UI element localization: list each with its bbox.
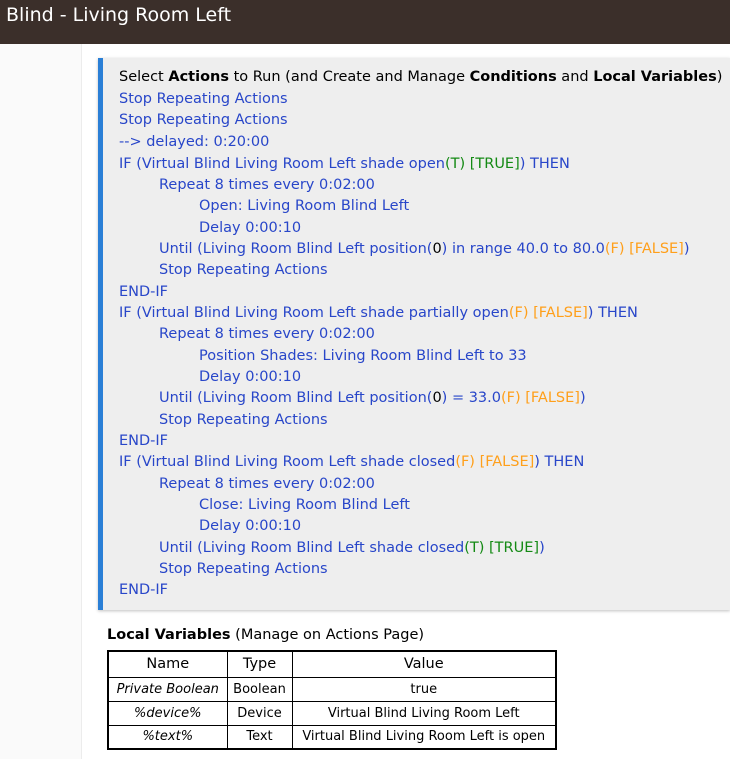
column-header-value: Value: [292, 651, 556, 677]
action-text: Delay 0:00:10: [199, 369, 302, 385]
action-text: Close: Living Room Blind Left: [199, 497, 410, 513]
header-text-2: to Run (and Create and Manage: [228, 69, 470, 85]
action-text: (: [426, 390, 433, 406]
action-line[interactable]: [159, 388, 586, 409]
variable-value: true: [292, 677, 556, 701]
left-gutter: [0, 44, 82, 759]
header-text-4: ): [716, 69, 723, 85]
action-text: Stop Repeating Actions: [119, 91, 288, 107]
action-text: Delay 0:00:10: [199, 518, 302, 534]
action-text: IF (Virtual Blind Living Room Left shade partially open: [119, 305, 509, 321]
action-text: ): [683, 241, 690, 257]
action-line[interactable]: [119, 132, 269, 153]
action-text: Stop Repeating Actions: [159, 412, 328, 428]
action-text: --> delayed: 0:20:00: [119, 134, 270, 150]
action-line[interactable]: [119, 282, 168, 303]
header-text-3: and: [556, 69, 594, 85]
local-variables-heading: [107, 627, 424, 643]
action-text: ): [579, 390, 586, 406]
action-text: Until (Living Room Blind Left shade closed: [159, 540, 465, 556]
window-title: Blind - Living Room Left: [6, 4, 232, 26]
action-text: (: [426, 241, 433, 257]
action-text: Repeat 8 times every 0:02:00: [159, 177, 375, 193]
action-line[interactable]: [159, 538, 545, 559]
action-text: ) THEN: [534, 454, 585, 470]
header-conditions-keyword: Conditions: [469, 69, 557, 85]
action-text: Stop Repeating Actions: [119, 112, 288, 128]
action-text: Stop Repeating Actions: [159, 561, 328, 577]
action-line[interactable]: [119, 431, 168, 452]
variable-name: %device%: [108, 701, 227, 725]
actions-panel-header: [119, 69, 722, 85]
action-line[interactable]: [159, 239, 690, 260]
local-variables-subtitle: (Manage on Actions Page): [230, 627, 425, 643]
action-text: Until (Living Room Blind Left position: [159, 390, 427, 406]
actions-panel[interactable]: [98, 58, 730, 610]
action-text: (F) [FALSE]: [508, 305, 588, 321]
variable-name: %text%: [108, 725, 227, 749]
action-text: ) = 33.0: [441, 390, 501, 406]
window-title-bar: [0, 0, 730, 44]
action-line[interactable]: [199, 346, 527, 367]
action-line[interactable]: [199, 367, 301, 388]
action-line[interactable]: [119, 580, 168, 601]
action-line[interactable]: [119, 110, 288, 131]
header-text-1: Select: [119, 69, 169, 85]
action-line[interactable]: [199, 495, 410, 516]
action-line[interactable]: [159, 410, 328, 431]
table-row: [108, 701, 556, 725]
column-header-name: Name: [108, 651, 227, 677]
variable-type: Text: [227, 725, 292, 749]
local-variables-title: Local Variables: [107, 627, 231, 643]
action-line[interactable]: [199, 516, 301, 537]
action-text: (T) [TRUE]: [464, 540, 540, 556]
action-text: Position Shades: Living Room Blind Left to 33: [199, 348, 527, 364]
variable-value: Virtual Blind Living Room Left is open: [292, 725, 556, 749]
action-line[interactable]: [119, 303, 638, 324]
action-text: Stop Repeating Actions: [159, 262, 328, 278]
action-text: END-IF: [119, 433, 169, 449]
variable-value: Virtual Blind Living Room Left: [292, 701, 556, 725]
action-text: Until (Living Room Blind Left position: [159, 241, 427, 257]
variable-type: Device: [227, 701, 292, 725]
action-text: ): [539, 540, 545, 556]
header-local-variables-keyword: Local Variables: [593, 69, 717, 85]
action-text: IF (Virtual Blind Living Room Left shade closed: [119, 454, 456, 470]
action-line[interactable]: [159, 559, 328, 580]
action-line[interactable]: [119, 452, 584, 473]
action-line[interactable]: [199, 196, 409, 217]
action-text: (F) [FALSE]: [455, 454, 535, 470]
action-line[interactable]: [119, 154, 570, 175]
action-line[interactable]: [159, 260, 328, 281]
action-text: Delay 0:00:10: [199, 220, 302, 236]
action-text: Repeat 8 times every 0:02:00: [159, 326, 375, 342]
column-header-type: Type: [227, 651, 292, 677]
action-line[interactable]: [159, 324, 375, 345]
table-row: [108, 677, 556, 701]
action-text: IF (Virtual Blind Living Room Left shade open: [119, 156, 445, 172]
action-text: ) THEN: [519, 156, 570, 172]
action-text: END-IF: [119, 582, 169, 598]
action-text: (F) [FALSE]: [500, 390, 580, 406]
action-line[interactable]: [199, 218, 301, 239]
local-variables-table: [107, 650, 557, 750]
variable-type: Boolean: [227, 677, 292, 701]
variable-name: Private Boolean: [108, 677, 227, 701]
action-text: ) in range 40.0 to 80.0: [441, 241, 605, 257]
action-text: END-IF: [119, 284, 169, 300]
action-text: (T) [TRUE]: [444, 156, 520, 172]
table-header-row: [108, 651, 556, 677]
action-text: 0: [432, 390, 442, 406]
action-line[interactable]: [159, 474, 375, 495]
action-text: Repeat 8 times every 0:02:00: [159, 476, 375, 492]
action-text: (F) [FALSE]: [604, 241, 684, 257]
action-line[interactable]: [159, 175, 375, 196]
action-line[interactable]: [119, 89, 288, 110]
action-text: Open: Living Room Blind Left: [199, 198, 410, 214]
header-actions-keyword: Actions: [168, 69, 229, 85]
action-text: 0: [432, 241, 442, 257]
action-text: ) THEN: [587, 305, 638, 321]
table-row: [108, 725, 556, 749]
